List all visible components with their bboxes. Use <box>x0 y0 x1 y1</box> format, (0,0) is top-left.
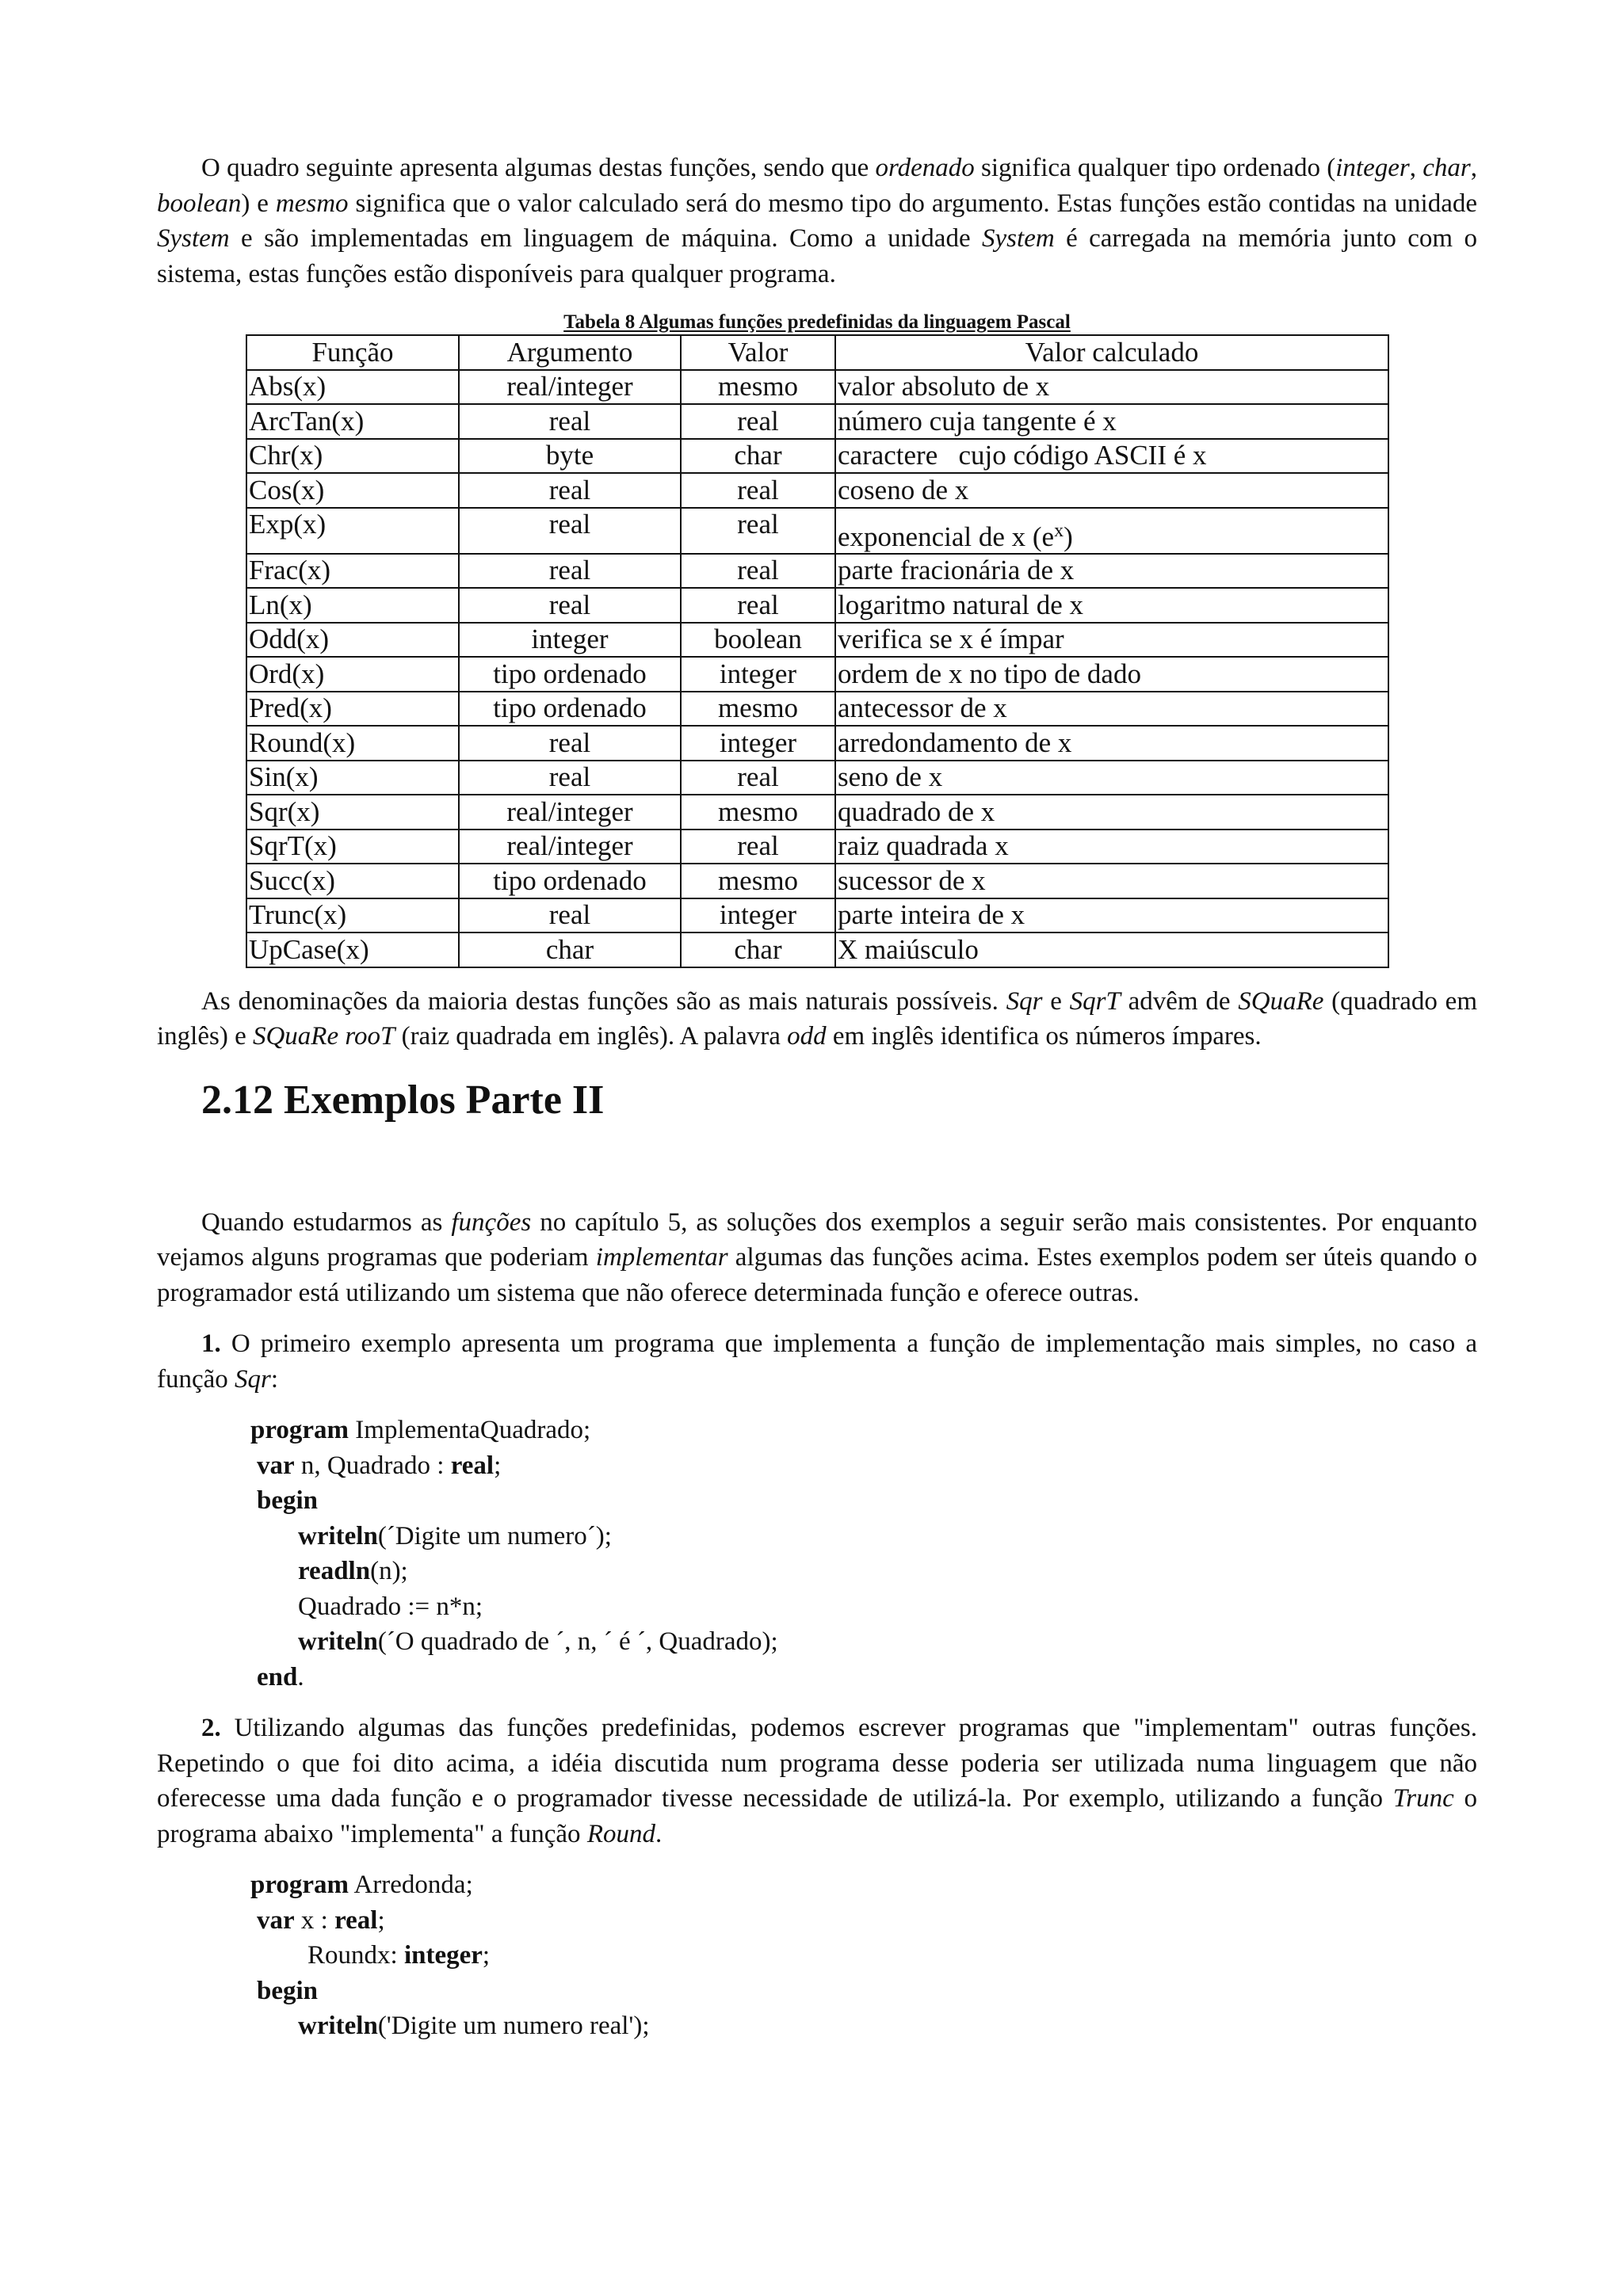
code-line: Quadrado := n*n; <box>298 1592 483 1621</box>
table-row: Exp(x) real real exponencial de x $(e^x)$ <box>246 508 1388 554</box>
header-valor: Valor <box>681 335 835 370</box>
table-caption: Tabela 8 Algumas funções predefinidas da linguagem Pascal <box>563 311 1071 333</box>
code-line: Roundx: integer; <box>307 1941 491 1970</box>
code-line: begin <box>257 1976 319 2005</box>
table-row: Frac(x) real real parte fracionária de x <box>246 554 1388 589</box>
table-row: SqrT(x) real/integer real raiz quadrada x <box>246 830 1388 864</box>
table-row: Odd(x) integer boolean verifica se x é ímpar <box>246 623 1388 658</box>
header-argumento: Argumento <box>459 335 681 370</box>
functions-table <box>246 334 1389 968</box>
code-line: end. <box>257 1662 304 1691</box>
code-line: readln(n); <box>298 1557 408 1585</box>
table-row: Round(x) real integer arredondamento de x <box>246 726 1388 761</box>
table-row: Trunc(x) real integer parte inteira de x <box>246 898 1388 933</box>
section-intro-paragraph: Quando estudarmos as funções no capítulo 5, as soluções dos exemplos a seguir serão mais consistentes. Por enquanto vejamos alguns programas que poderiam implementar algumas das funções acima. Estes exemplos podem ser úteis quando o programador está utilizando um sistema que não oferece determinada função e oferece outras. <box>157 1207 1478 1307</box>
table-row: Abs(x) real/integer mesmo valor absoluto de x <box>246 370 1388 405</box>
after-table-paragraph: As denominações da maioria destas funções são as mais naturais possíveis. Sqr e SqrT advêm de SQuaRe (quadrado em inglês) e SQuaRe rooT (raiz quadrada em inglês). A palavra odd em inglês identifica os números ímpares. <box>157 986 1477 1051</box>
section-heading: 2.12 Exemplos Parte II <box>201 1077 605 1123</box>
code-block-arredonda <box>250 1867 1477 2044</box>
table-row: Sqr(x) real/integer mesmo quadrado de x <box>246 795 1388 830</box>
table-header-row <box>246 335 1388 370</box>
code-block-implementa-quadrado <box>250 1413 1477 1695</box>
header-funcao: Função <box>246 335 459 370</box>
table-row: Ln(x) real real logaritmo natural de x <box>246 588 1388 623</box>
table-row: UpCase(x) char char X maiúsculo <box>246 933 1388 967</box>
table-row: Pred(x) tipo ordenado mesmo antecessor de x <box>246 692 1388 727</box>
example-2-paragraph: 2. Utilizando algumas das funções predefinidas, podemos escrever programas que "implementam" outras funções. Repetindo o que foi dito acima, a idéia discutida num programa desse poderia ser utilizada numa linguagem que não oferecesse uma dada função e o programador tivesse necessidade de utilizá-la. Por exemplo, utilizando a função Trunc o programa abaixo "implementa" a função Round. <box>157 1714 1478 1848</box>
code-line: program ImplementaQuadrado; <box>250 1416 591 1444</box>
table-row: Chr(x) byte char caractere cujo código ASCII é x <box>246 439 1388 474</box>
intro-paragraph: O quadro seguinte apresenta algumas destas funções, sendo que ordenado significa qualquer tipo ordenado (integer, char, boolean) e mesmo significa que o valor calculado será do mesmo tipo do argumento. Estas funções estão contidas na unidade System e são implementadas em linguagem de máquina. Como a unidade System é carregada na memória junto com o sistema, estas funções estão disponíveis para qualquer programa. <box>157 154 1478 288</box>
code-line: var x : real; <box>257 1905 385 1935</box>
document-page <box>157 151 1477 2044</box>
code-line: begin <box>257 1486 319 1515</box>
table-row: ArcTan(x) real real número cuja tangente é x <box>246 404 1388 439</box>
table-row: Succ(x) tipo ordenado mesmo sucessor de x <box>246 864 1388 898</box>
table-row: Cos(x) real real coseno de x <box>246 473 1388 508</box>
table-row: Ord(x) tipo ordenado integer ordem de x no tipo de dado <box>246 657 1388 692</box>
table-row: Sin(x) real real seno de x <box>246 761 1388 795</box>
code-line: var n, Quadrado : real; <box>257 1451 502 1480</box>
code-line: writeln(´Digite um numero´); <box>298 1521 612 1550</box>
code-line: program Arredonda; <box>250 1871 473 1899</box>
example-1-paragraph: 1. O primeiro exemplo apresenta um programa que implementa a função de implementação mais simples, no caso a função Sqr: <box>157 1329 1477 1394</box>
code-line: writeln(´O quadrado de ´, n, ´ é ´, Quadrado); <box>298 1627 778 1656</box>
header-valor-calculado: Valor calculado <box>835 335 1388 370</box>
code-line: writeln('Digite um numero real'); <box>298 2012 650 2040</box>
